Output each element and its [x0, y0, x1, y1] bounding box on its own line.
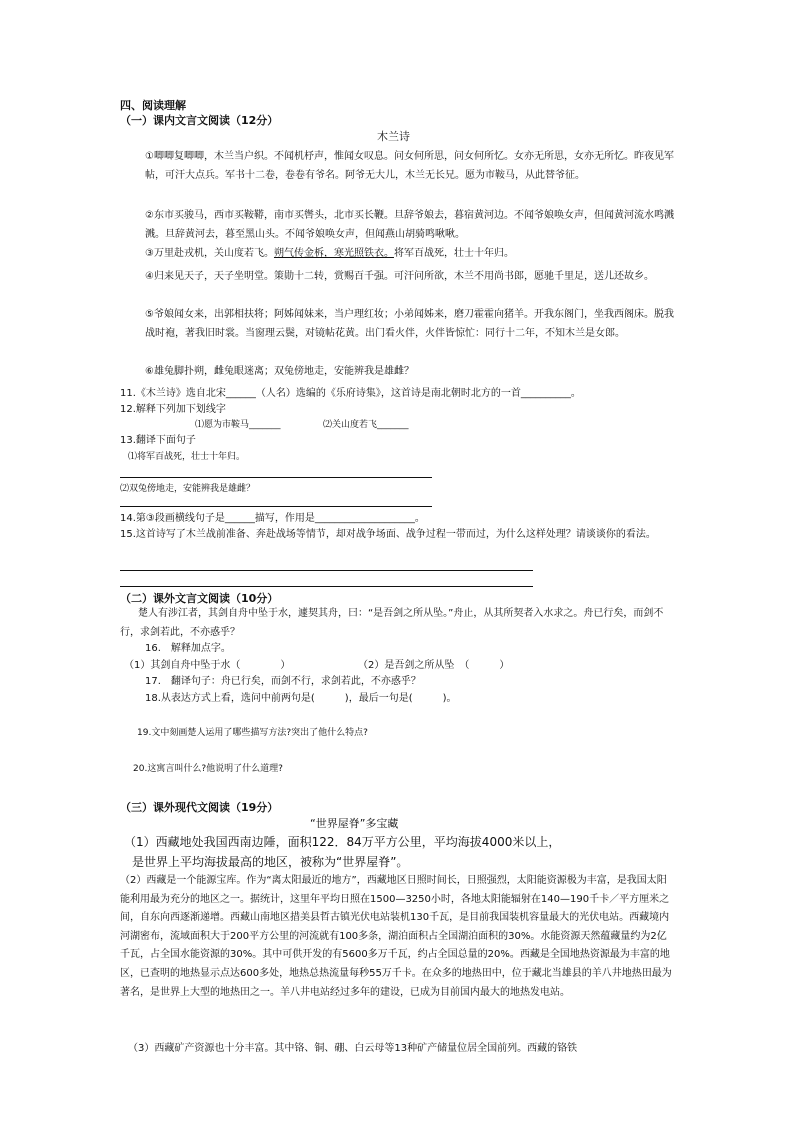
question-13-b: ⑵双兔傍地走，安能辨我是雄雌？ [120, 484, 256, 494]
question-19: 19.文中刻画楚人运用了哪些描写方法?突出了他什么特点? [137, 728, 368, 738]
poem-title: 木兰诗 [377, 130, 410, 143]
question-12-a: ⑴愿为市鞍马_______ [195, 420, 281, 430]
question-13-a: ⑴将军百战死，壮士十年归。 [128, 452, 246, 462]
question-12-b: ⑵关山度若飞_______ [323, 420, 409, 430]
stanza-1: ①唧唧复唧唧，木兰当户织。不闻机杼声，惟闻女叹息。问女何所思，问女何所忆。女亦无所思，女亦无所忆。昨夜见军帖，可汗大点兵。军书十二卷，卷卷有爷名。阿爷无大儿，木兰无长兄。愿为市鞍马，从此替爷征。 [145, 151, 674, 181]
question-14: 14.第③段画横线句子是______描写，作用是____________________。 [120, 513, 425, 524]
answer-line [120, 477, 432, 478]
article-paragraph-2: （2）西藏是一个能源宝库。作为“离太阳最近的地方”，西藏地区日照时间长，日照强烈，太阳能资源极为丰富，是我国太阳能利用最为充分的地区之一。据统计，这里年平均日照在1500—3250小时，各地太阳能辐射在140—190千卡／平方厘米之间，自东向西逐渐递增。西藏山南地区措美县哲古镇光伏电站装机130千瓦，是目前我国装机容量最大的光伏电站。西藏境内河湖密布，流域面积大于200平方公里的河流就有100多条，湖泊面积占全国湖泊面积的30%。水能资源天然蕴藏量约为2亿千瓦，占全国水能资源的30%。其中可供开发的有5600多万千瓦，约占全国总量的20%。西藏是全国地热资源最为丰富的地区，已查明的地热显示点达600多处，地热总热流量每秒55万千卡。在众多的地热田中，位于藏北当雄县的羊八井地热田最为著名，是世界上大型的地热田之一。羊八井电站经过多年的建设，已成为目前国内最大的地热发电站。 [120, 875, 672, 998]
part3-heading: （三）课外现代文阅读（19分） [120, 801, 279, 814]
question-16-a: （1）其剑自舟中坠于水（ ） [124, 660, 291, 671]
question-18: 18.从表达方式上看，选问中前两句是( )，最后一句是( )。 [145, 693, 457, 704]
question-17: 17. 翻译句子：舟已行矣，而剑不行，求剑若此，不亦惑乎？ [145, 676, 421, 687]
stanza-5: ⑤爷娘闻女来，出郭相扶将；阿姊闻妹来，当户理红妆；小弟闻姊来，磨刀霍霍向猪羊。开我东阁门，坐我西阁床。脱我战时袍，著我旧时裳。当窗理云鬓，对镜帖花黄。出门看火伴，火伴皆惊忙：同行十二年，不知木兰是女郎。 [145, 309, 674, 339]
question-16-b: （2）是吾剑之所从坠 （ ） [358, 660, 510, 671]
underlined-sentence: 朔气传金柝，寒光照铁衣。 [273, 248, 394, 259]
article-title: “世界屋脊”多宝藏 [310, 817, 399, 830]
stanza-6: ⑥雄兔脚扑朔，雌兔眼迷离；双兔傍地走，安能辨我是雄雌？ [145, 366, 414, 377]
stanza-3: ③万里赴戎机，关山度若飞。朔气传金柝，寒光照铁衣。将军百战死，壮士十年归。 [145, 248, 514, 259]
answer-line [120, 570, 533, 571]
stanza-2: ②东市买骏马，西市买鞍鞯，南市买辔头，北市买长鞭。旦辞爷娘去，暮宿黄河边。不闻爷娘唤女声，但闻黄河流水鸣溅溅。旦辞黄河去，暮至黑山头。不闻爷娘唤女声，但闻燕山胡骑鸣啾啾。 [145, 210, 674, 240]
question-11: 11.《木兰诗》选自北宋______（人名）选编的《乐府诗集》，这首诗是南北朝时北方的一首__________。 [120, 388, 581, 399]
section-heading: 四、阅读理解 [120, 99, 186, 112]
passage-2: 楚人有涉江者，其剑自舟中坠于水，遽契其舟，曰：“是吾剑之所从坠。”舟止，从其所契者入水求之。舟已行矣，而剑不行，求剑若此，不亦惑乎？ [120, 608, 664, 638]
article-paragraph-1-line-2: 是世界上平均海拔最高的地区，被称为“世界屋脊”。 [132, 855, 409, 869]
answer-line [120, 586, 533, 587]
answer-line [120, 506, 432, 507]
article-paragraph-3: （3）西藏矿产资源也十分丰富。其中铬、铜、硼、白云母等13种矿产储量位居全国前列。西藏的铬铁 [128, 1043, 578, 1054]
part1-heading: （一）课内文言文阅读（12分） [120, 114, 279, 127]
question-12: 12.解释下列加下划线字 [120, 404, 226, 415]
article-paragraph-1-line-1: （1）西藏地处我国西南边陲，面积122．84万平方公里，平均海拔4000米以上， [124, 835, 561, 849]
question-13: 13.翻译下面句子 [120, 435, 196, 446]
part2-heading: （二）课外文言文阅读（10分） [120, 592, 279, 605]
question-16: 16. 解释加点字。 [145, 643, 231, 654]
stanza-4: ④归来见天子，天子坐明堂。策勋十二转，赏赐百千强。可汗问所欲，木兰不用尚书郎，愿驰千里足，送儿还故乡。 [145, 271, 654, 282]
question-20: 20.这寓言叫什么?他说明了什么道理? [133, 764, 283, 774]
question-15: 15.这首诗写了木兰战前准备、奔赴战场等情节，却对战争场面、战争过程一带而过，为什么这样处理？请谈谈你的看法。 [120, 529, 656, 540]
